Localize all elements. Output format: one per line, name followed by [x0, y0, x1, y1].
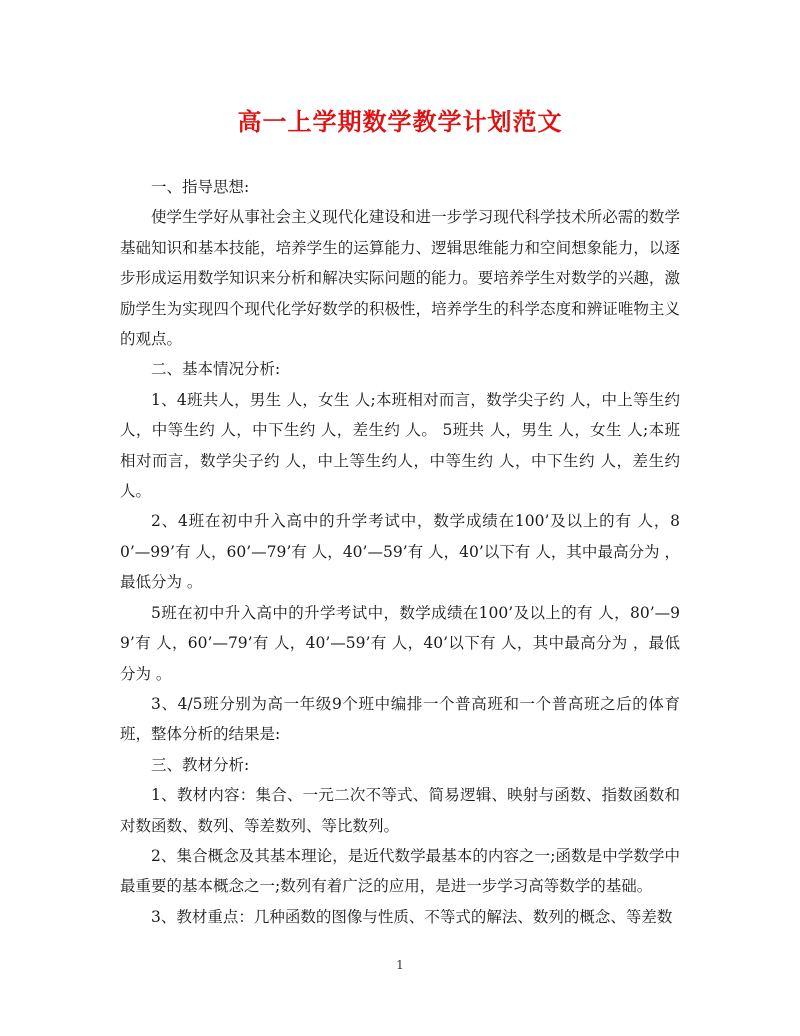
page-number: 1 [396, 958, 404, 972]
paragraph-class-composition: 1、4班共人，男生 人，女生 人;本班相对而言，数学尖子约 人，中上等生约 人，中等生约 人，中下生约 人，差生约 人。 5班共 人，男生 人，女生 人;本班相对而言，数学尖子约 人，中上等生约人，中等生约 人，中下生约 人，差生约 人。 [120, 390, 680, 501]
section-heading-textbook-analysis: 三、教材分析: [151, 755, 250, 774]
section-heading-situation-analysis: 二、基本情况分析: [151, 360, 281, 379]
paragraph-class5-scores: 5班在初中升入高中的升学考试中，数学成绩在100’及以上的有 人，80’—99’有 人，60’—79’有 人，40’—59’有 人，40’以下有 人，其中最高分为 ，最低分为 。 [120, 603, 680, 683]
document-title: 高一上学期数学教学计划范文 [237, 107, 563, 136]
paragraph-textbook-focus: 3、教材重点：几种函数的图像与性质、不等式的解法、数列的概念、等差数 [151, 907, 673, 926]
document-body [120, 172, 680, 932]
paragraph-textbook-content: 1、教材内容：集合、一元二次不等式、简易逻辑、映射与函数、指数函数和对数函数、数列、等差数列、等比数列。 [120, 786, 680, 835]
paragraph-guiding-thought: 使学生学好从事社会主义现代化建设和进一步学习现代科学技术所必需的数学基础知识和基本技能，培养学生的运算能力、逻辑思维能力和空间想象能力，以逐步形成运用数学知识来分析和解决实际问题的能力。要培养学生对数学的兴趣，激励学生为实现四个现代化学好数学的积极性，培养学生的科学态度和辨证唯物主义的观点。 [120, 208, 680, 349]
paragraph-set-concepts: 2、集合概念及其基本理论，是近代数学最基本的内容之一;函数是中学数学中最重要的基本概念之一;数列有着广泛的应用，是进一步学习高等数学的基础。 [120, 846, 680, 896]
paragraph-overall-analysis: 3、4/5班分别为高一年级9个班中编排一个普高班和一个普高班之后的体育班，整体分析的结果是: [120, 694, 680, 744]
section-heading-guiding-thought: 一、指导思想: [151, 178, 250, 196]
paragraph-class4-scores: 2、4班在初中升入高中的升学考试中，数学成绩在100’及以上的有 人，80’—99’有 人，60’—79’有 人，40’—59’有 人，40’以下有 人，其中最高分为 ，最低分为 。 [120, 512, 680, 592]
